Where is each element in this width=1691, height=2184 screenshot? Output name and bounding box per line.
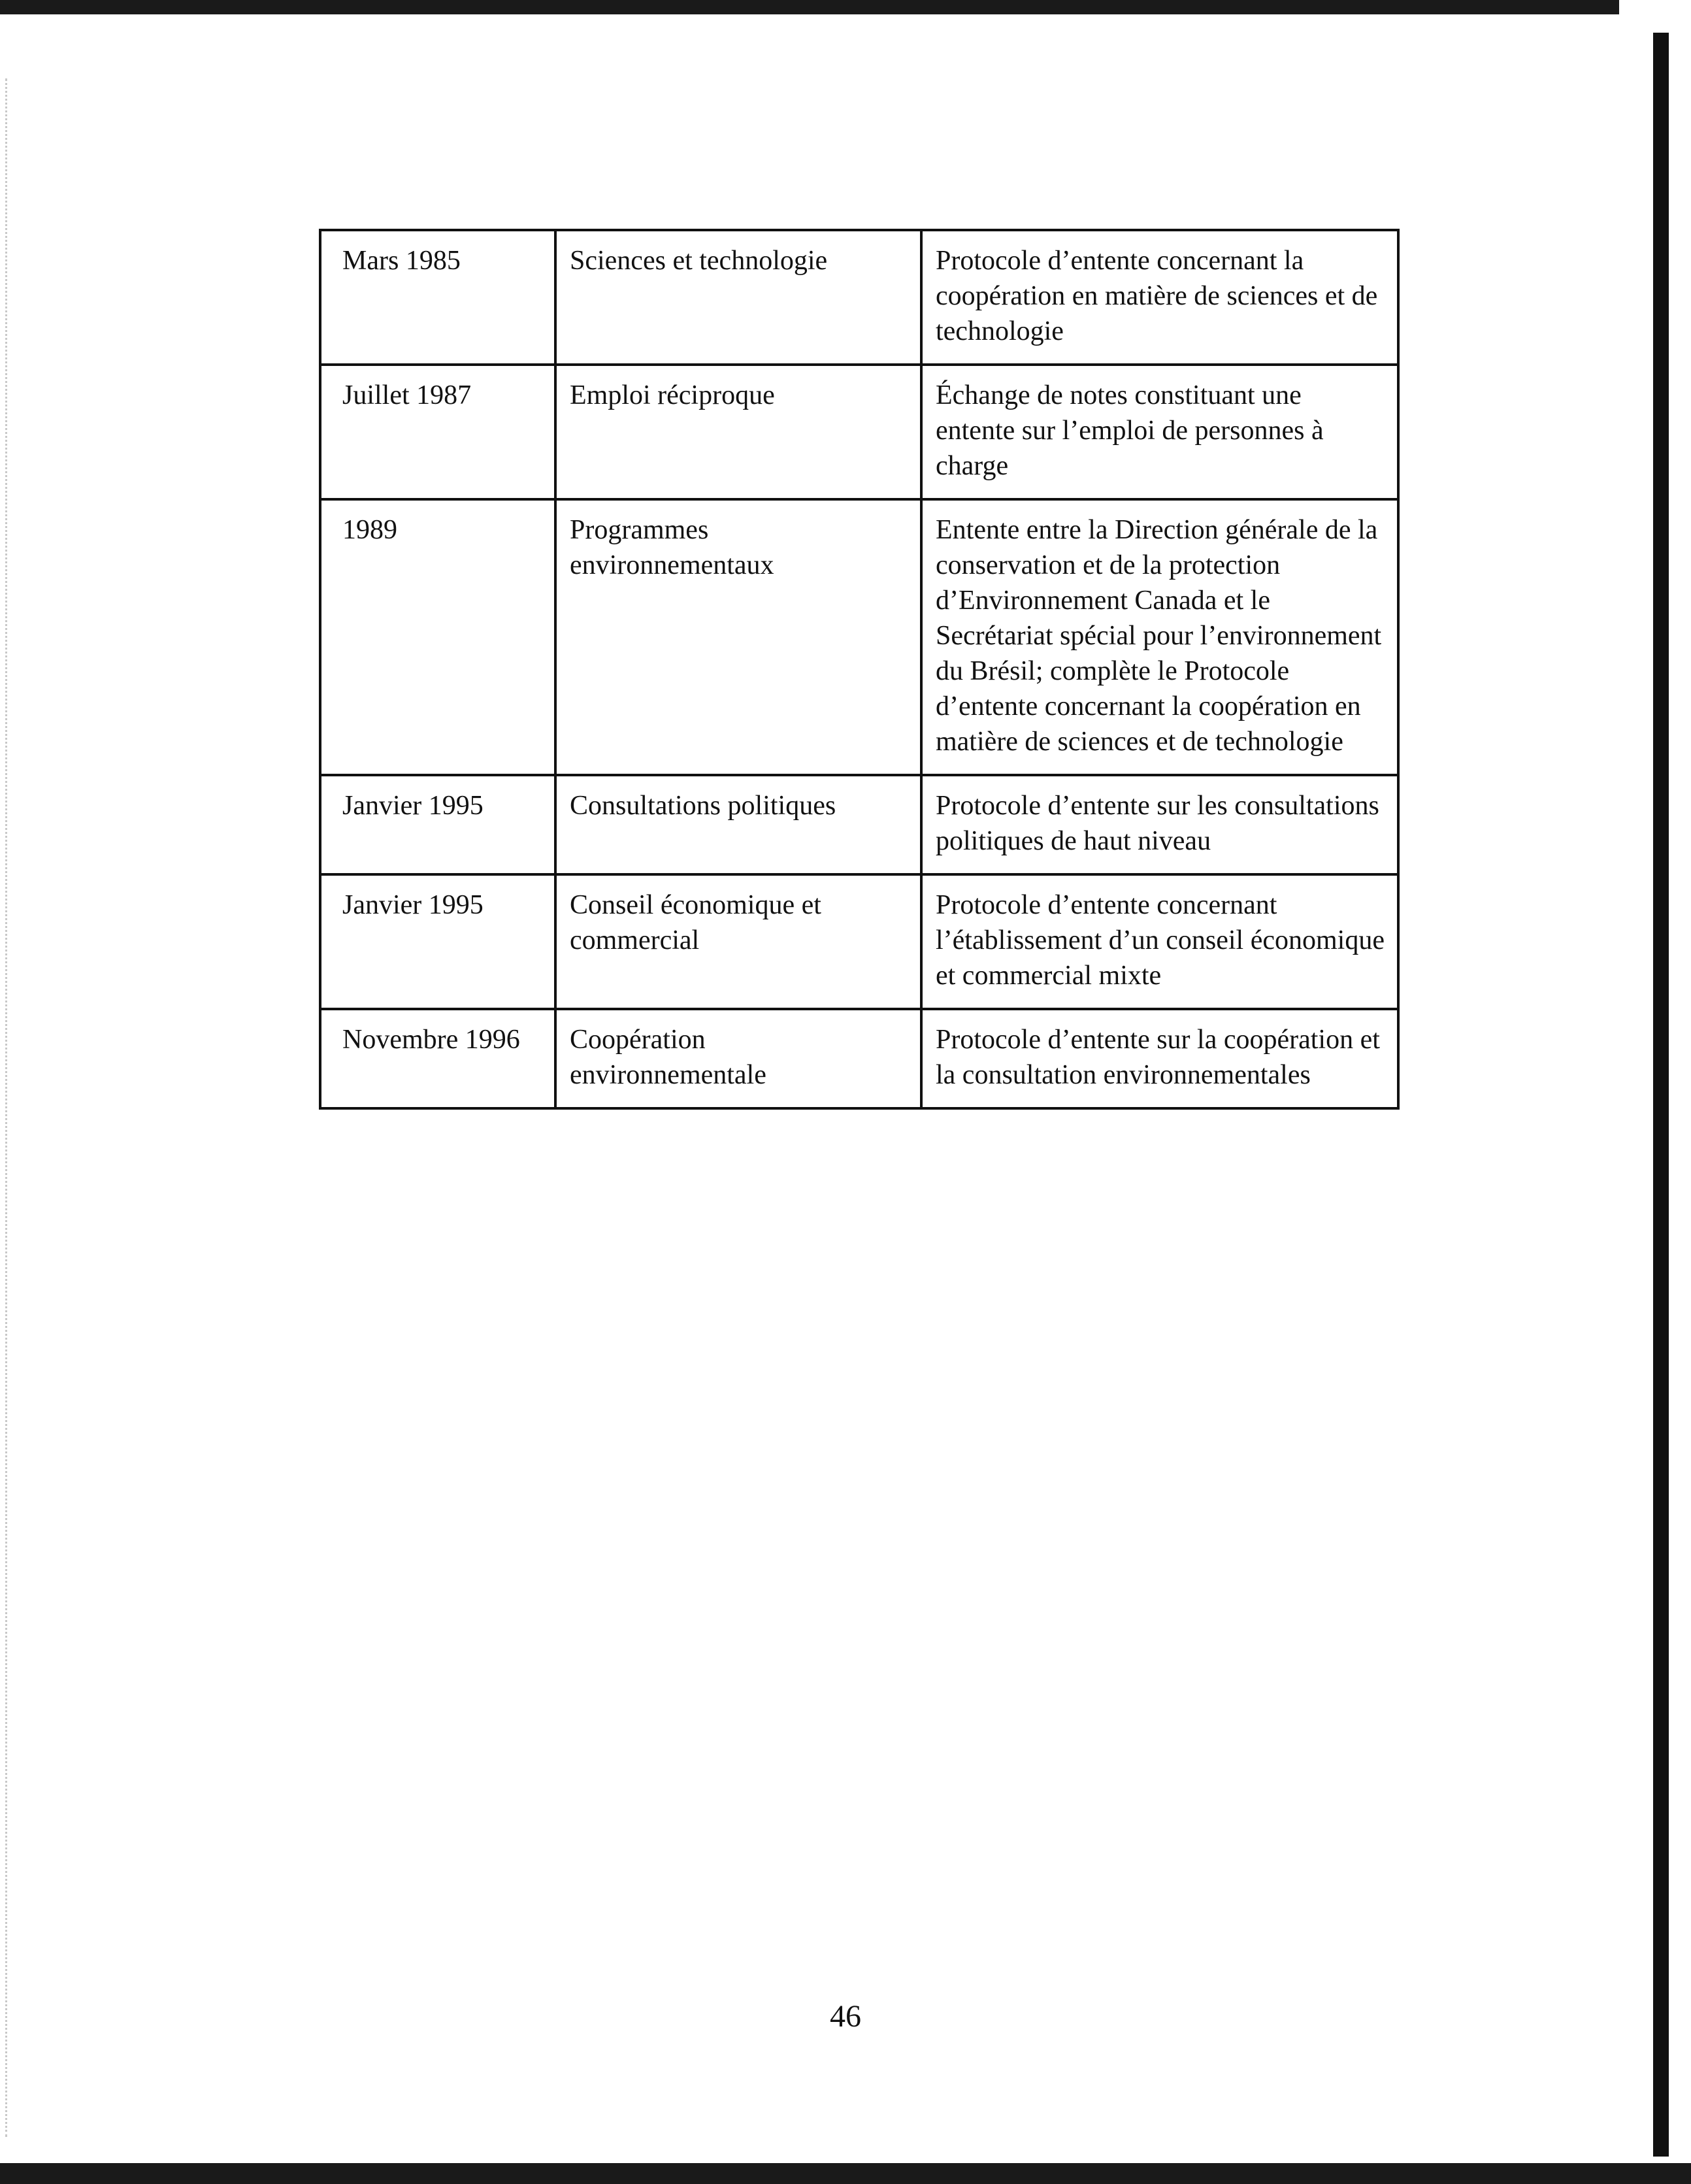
cell-date: Novembre 1996 (320, 1009, 555, 1108)
table-row (320, 499, 1398, 775)
cell-subject: Sciences et technologie (555, 230, 921, 365)
table-row (320, 365, 1398, 499)
cell-date: Juillet 1987 (320, 365, 555, 499)
cell-date: Janvier 1995 (320, 874, 555, 1009)
cell-date: 1989 (320, 499, 555, 775)
scan-left-edge (5, 78, 10, 2137)
cell-description: Protocole d’entente sur les consultations politiques de haut niveau (921, 775, 1398, 874)
agreements-table-container (319, 229, 1397, 1110)
cell-subject: Programmes environnementaux (555, 499, 921, 775)
cell-subject: Conseil économique et commercial (555, 874, 921, 1009)
cell-subject: Consultations politiques (555, 775, 921, 874)
scan-right-bar (1653, 33, 1669, 2157)
cell-subject: Coopération environnementale (555, 1009, 921, 1108)
table-row (320, 775, 1398, 874)
scan-right-edge (1619, 0, 1691, 2184)
cell-description: Entente entre la Direction générale de la conservation et de la protection d’Environnement Canada et le Secrétariat spécial pour l’environnement du Brésil; complète le Protocole d’entente concernant la coopération en matière de sciences et de technologie (921, 499, 1398, 775)
cell-subject: Emploi réciproque (555, 365, 921, 499)
cell-description: Protocole d’entente concernant l’établissement d’un conseil économique et commercial mixte (921, 874, 1398, 1009)
scan-top-edge (0, 0, 1691, 14)
page-number: 46 (830, 1999, 861, 2034)
cell-date: Janvier 1995 (320, 775, 555, 874)
table-row (320, 874, 1398, 1009)
table-row (320, 1009, 1398, 1108)
scan-bottom-edge (0, 2163, 1691, 2184)
cell-description: Protocole d’entente sur la coopération et la consultation environnementales (921, 1009, 1398, 1108)
cell-description: Protocole d’entente concernant la coopération en matière de sciences et de technologie (921, 230, 1398, 365)
agreements-table (319, 229, 1400, 1110)
table-row (320, 230, 1398, 365)
cell-description: Échange de notes constituant une entente sur l’emploi de personnes à charge (921, 365, 1398, 499)
cell-date: Mars 1985 (320, 230, 555, 365)
